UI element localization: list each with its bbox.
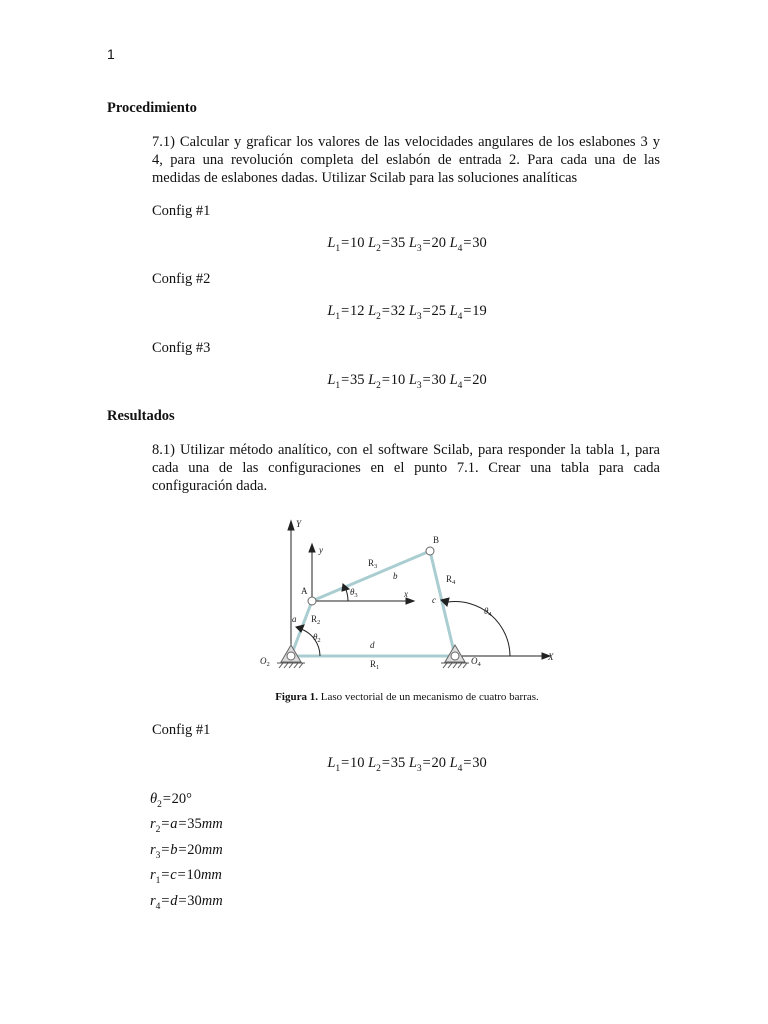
results-line-3: configuración dada. (152, 478, 268, 494)
point-label-B: B (433, 535, 440, 545)
figure-caption-label: Figura 1. (275, 691, 318, 703)
r3-value: $r_3=b=20mm$ (150, 841, 223, 861)
r2-value: $r_2=a=35mm$ (150, 816, 223, 836)
four-bar-mechanism-figure (255, 516, 565, 676)
procedure-heading: Procedimiento (107, 100, 197, 116)
point-label-O2: $O_2$ (260, 656, 270, 668)
r1-value: $r_1=c=10mm$ (150, 867, 222, 887)
point-label-O4: $O_4$ (471, 656, 481, 668)
vector-label-R1: $R_1$ (370, 659, 380, 671)
vector-label-R4: $R_4$ (446, 574, 456, 586)
results-line-2: cada una de las configuraciones en el punto 7.1. Crear una tabla para cada (152, 460, 660, 476)
theta2-value: $\theta_2=20^\circ$ (150, 791, 192, 810)
procedure-item-7-1 (152, 133, 660, 187)
config-1-variables (150, 790, 223, 917)
link-label-c: c (432, 595, 436, 605)
pin-joint-B (426, 547, 434, 555)
results-item-8-1 (152, 441, 660, 495)
config-2-label: Config #2 (152, 271, 211, 287)
axis-label-Y: Y (296, 519, 302, 529)
axis-label-y: y (319, 545, 323, 555)
vector-label-R3: $R_3$ (368, 558, 378, 570)
pin-joint-A (308, 597, 316, 605)
angle-label-theta2: $\theta_2$ (313, 632, 321, 644)
link-label-b: b (393, 571, 398, 581)
axis-label-x: x (404, 589, 408, 599)
link-label-a: a (292, 614, 297, 624)
results-config-1-equation: $L_1=10$ $L_2=35$ $L_3=20$ $L_4=30$ (327, 755, 487, 774)
theta4-arc (448, 602, 510, 656)
config-3-label: Config #3 (152, 340, 211, 356)
angle-label-theta3: $\theta_3$ (350, 587, 358, 599)
point-label-A: A (301, 586, 308, 596)
angle-label-theta4: $\theta_4$ (484, 606, 492, 618)
r4-value: $r_4=d=30mm$ (150, 892, 223, 912)
link-label-d: d (370, 640, 375, 650)
config-1-label: Config #1 (152, 203, 211, 219)
config-2-equation: $L_1=12$ $L_2=32$ $L_3=25$ $L_4=19$ (327, 303, 487, 322)
figure-caption (0, 691, 768, 703)
procedure-line-1: 7.1) Calcular y graficar los valores de las velocidades angulares de los eslabones 3 y (152, 134, 660, 150)
results-line-1: 8.1) Utilizar método analítico, con el software Scilab, para responder la tabla 1, para (152, 442, 660, 458)
procedure-line-2: 4, para una revolución completa del eslabón de entrada 2. Para cada una de las (152, 152, 660, 168)
results-heading: Resultados (107, 408, 175, 424)
global-axes (288, 521, 550, 659)
procedure-line-3: medidas de eslabones dadas. Utilizar Scilab para las soluciones analíticas (152, 170, 578, 186)
vector-label-R2: $R_2$ (311, 614, 321, 626)
figure-caption-text: Laso vectorial de un mecanismo de cuatro barras. (320, 691, 539, 703)
config-1-equation: $L_1=10$ $L_2=35$ $L_3=20$ $L_4=30$ (327, 235, 487, 254)
axis-label-X: X (548, 652, 554, 662)
results-config-1-label: Config #1 (152, 722, 211, 738)
config-3-equation: $L_1=35$ $L_2=10$ $L_3=30$ $L_4=20$ (327, 372, 487, 391)
page-number: 1 (107, 46, 115, 62)
